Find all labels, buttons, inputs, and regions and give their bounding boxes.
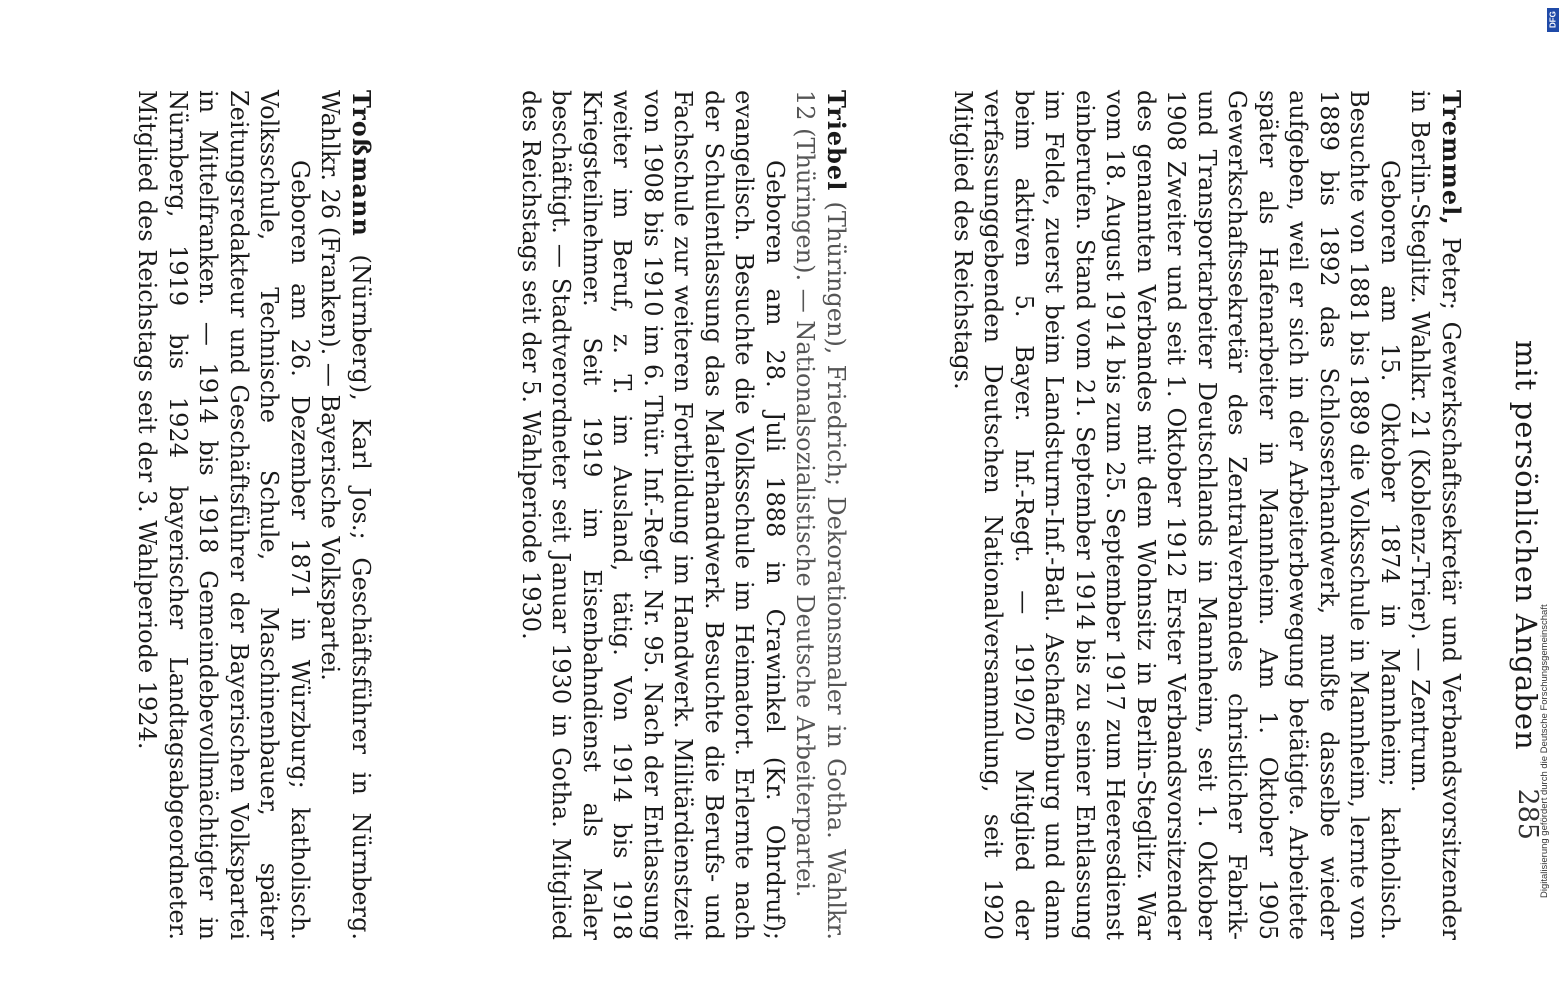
- entry-name: Troßmann: [347, 90, 376, 237]
- running-title: mit persönlichen Angaben: [1509, 340, 1543, 751]
- entry-heading: [1405, 90, 1466, 940]
- entry-body: Geboren am 28. Juli 1888 in Crawinkel (Kr. Ohrdruf); evangelisch. Besuchte die Volksschule im Heimatort. Erlernte nach der Schulentlassung das Malerhandwerk. Besuchte die Berufs- und Fachschule zur weiteren Fortbildung im Handwerk. Militärdienstzeit von 1908 bis 1910 im 6. Thür. Inf.-Regt. Nr. 95. Nach der Entlassung weiter im Beruf, z. T. im Ausland, tätig. Von 1914 bis 1918 Kriegsteilnehmer. Seit 1919 im Eisenbahndienst als Maler beschäftigt. — Stadtverordneter seit Januar 1930 in Gotha. Mitglied des Reichstags seit der 5. Wahlperiode 1930.: [517, 90, 789, 940]
- dfg-logo: DFG: [1547, 8, 1559, 32]
- entry-body: Geboren am 26. Dezember 1871 in Würzburg; katholisch. Volksschule, Technische Schule, Maschinenbauer, später Zeitungsredakteur und Geschäftsführer der Bayerischen Volkspartei in Mittelfranken. — 1914 bis 1918 Gemeindebevollmächtigter in Nürnberg, 1919 bis 1924 bayerischer Landtagsabgeordneter. Mitglied des Reichstags seit der 3. Wahlperiode 1924.: [133, 90, 314, 940]
- page-number: 285: [1512, 788, 1543, 840]
- entry-heading: [315, 90, 376, 940]
- biography-entry: [132, 90, 376, 940]
- digitization-note-text: Digitalisierung gefördert durch die Deutsche Forschungsgemeinschaft: [1539, 604, 1550, 898]
- entry-body: Geboren am 15. Oktober 1874 in Mannheim; katholisch. Besuchte von 1881 bis 1889 die Volksschule in Mannheim, lernte von 1889 bis 1892 das Schlosserhandwerk, mußte dasselbe wieder aufgeben, weil er sich in der Arbeiterbewegung betätigte. Arbeitete später als Hafenarbeiter in Mannheim. Am 1. Oktober 1905 Gewerkschaftssekretär des Zentralverbandes christlicher Fabrik- und Transportarbeiter Deutschlands in Mannheim, seit 1. Oktober 1908 Zweiter und seit 1. Oktober 1912 Erster Verbandsvorsitzender des genannten Verbandes mit dem Wohnsitz in Berlin-Steglitz. War vom 18. August 1914 bis zum 25. September 1917 zum Heeresdienst einberufen. Stand vom 21. September 1914 bis zu seiner Entlassung im Felde, zuerst beim Landsturm-Inf.-Batl. Aschaffenburg und dann beim aktiven 5. Bayer. Inf.-Regt. — 1919/20 Mitglied der verfassunggebenden Deutschen Nationalversammlung, seit 1920 Mitglied des Reichstags.: [949, 90, 1404, 940]
- entry-heading-text: Peter; Gewerkschaftssekretär und Verbandsvorsitzender in Berlin-Steglitz. Wahlkr. 21 (Koblenz-Trier). — Zentrum.: [1406, 90, 1465, 940]
- entry-heading-text: (Nürnberg), Karl Jos.; Geschäftsführer in Nürnberg. Wahlkr. 26 (Franken). — Bayerische Volkspartei.: [316, 90, 375, 940]
- biography-entry: [516, 90, 852, 940]
- entry-name: Tremmel,: [1437, 90, 1466, 226]
- biography-entry: [948, 90, 1467, 940]
- entry-name: Triebel: [822, 90, 851, 192]
- entry-heading: [790, 90, 851, 940]
- digitization-note: [1537, 8, 1557, 908]
- entry-heading-text: (Thüringen), Friedrich; Dekorationsmaler in Gotha. Wahlkr. 12 (Thüringen). — Nationalsozialistische Deutsche Arbeiterpartei.: [791, 90, 850, 940]
